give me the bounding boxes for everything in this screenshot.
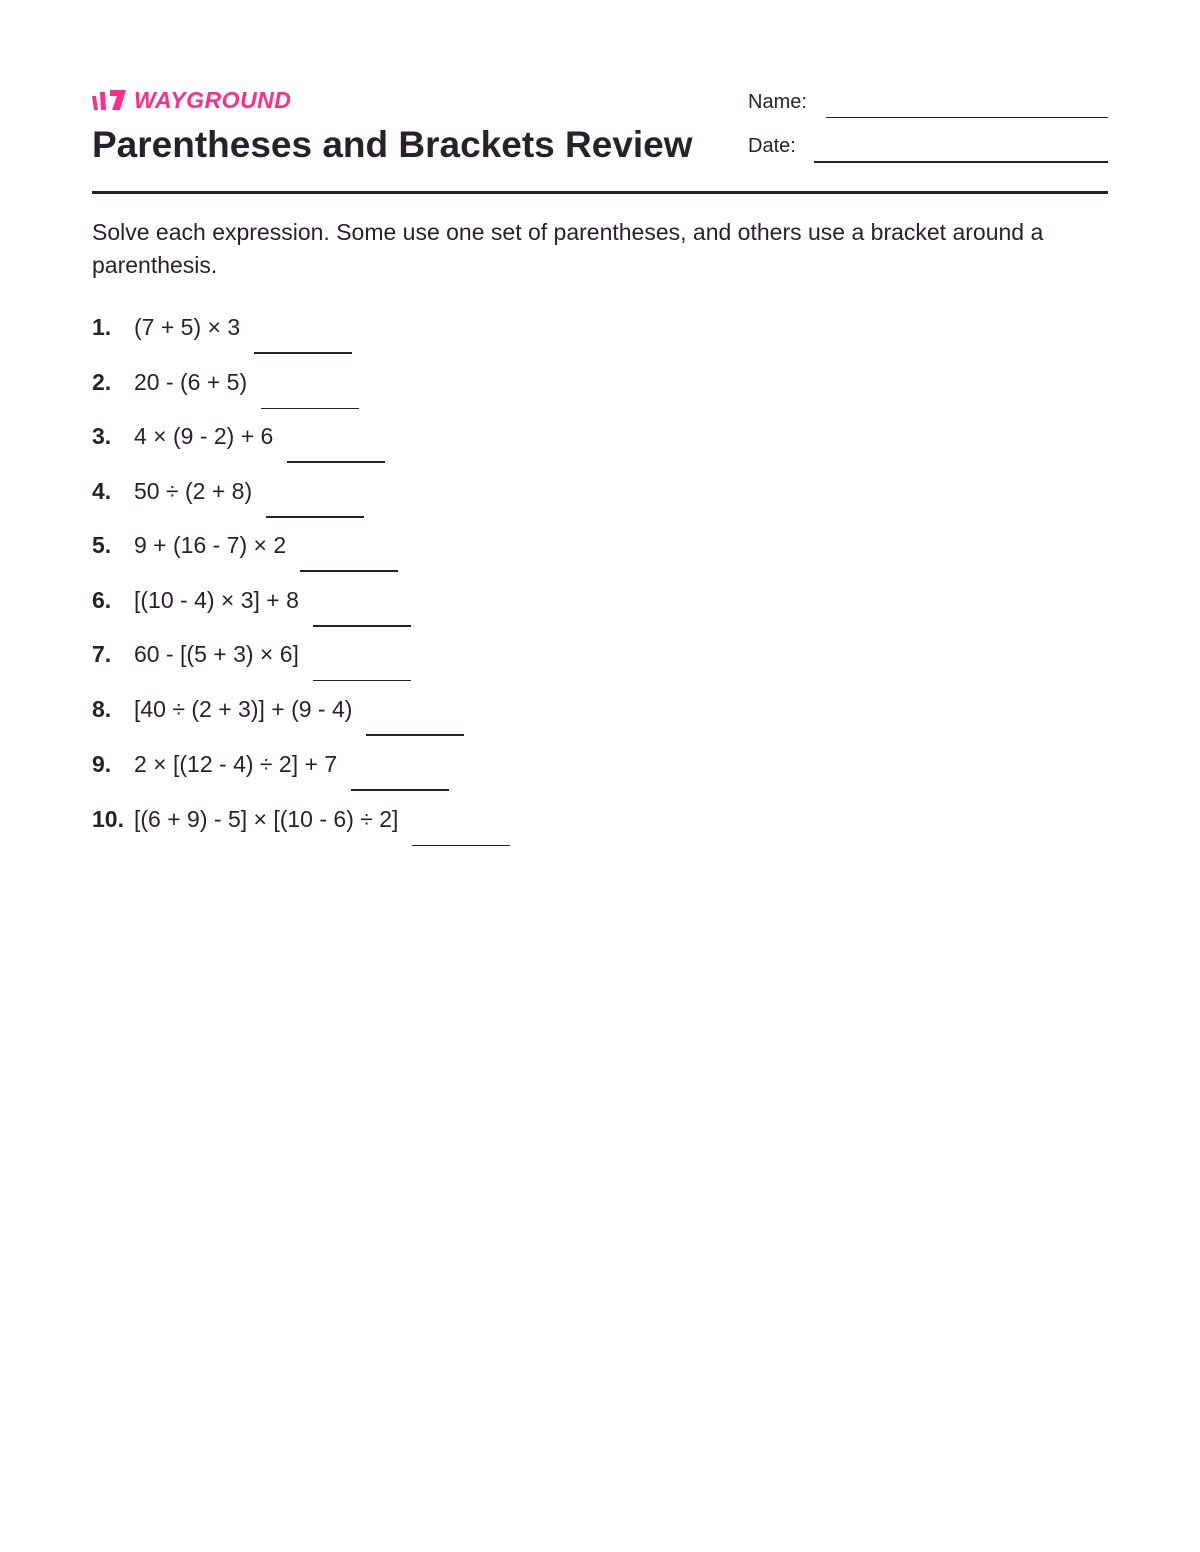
date-field[interactable] <box>748 134 796 158</box>
brand <box>92 86 291 114</box>
answer-blank[interactable] <box>313 624 411 627</box>
problem-expression: 60 - [(5 + 3) × 6] <box>134 641 299 667</box>
problem-number: 2. <box>92 369 112 395</box>
problem-number: 1. <box>92 314 112 340</box>
answer-blank[interactable] <box>266 515 364 518</box>
answer-blank[interactable] <box>412 844 510 846</box>
problem-item <box>92 476 364 506</box>
problem-number: 4. <box>92 478 112 504</box>
problem-item <box>92 530 398 560</box>
problem-number: 8. <box>92 696 112 722</box>
answer-blank[interactable] <box>300 569 398 572</box>
brand-name: WAYGROUND <box>134 87 292 113</box>
problem-number: 9. <box>92 751 112 777</box>
problem-expression: 50 ÷ (2 + 8) <box>134 478 253 504</box>
answer-blank[interactable] <box>313 679 411 681</box>
answer-blank[interactable] <box>254 351 352 354</box>
answer-blank[interactable] <box>366 733 464 736</box>
answer-blank[interactable] <box>351 788 449 791</box>
name-line[interactable] <box>826 116 1108 118</box>
problem-item <box>92 694 464 724</box>
problem-expression: 4 × (9 - 2) + 6 <box>134 423 274 449</box>
problem-expression: [40 ÷ (2 + 3)] + (9 - 4) <box>134 696 353 722</box>
wayground-logo-icon <box>92 88 126 112</box>
problem-number: 3. <box>92 423 112 449</box>
problem-expression: 9 + (16 - 7) × 2 <box>134 532 287 558</box>
problem-expression: 20 - (6 + 5) <box>134 369 248 395</box>
name-label: Name: <box>748 91 807 113</box>
page-title: Parentheses and Brackets Review <box>92 124 693 165</box>
instructions: Solve each expression. Some use one set of parentheses, and others use a bracket around a parenthesis. <box>92 219 1044 278</box>
problem-number: 6. <box>92 587 112 613</box>
problem-item <box>92 804 510 834</box>
problem-item <box>92 421 385 451</box>
problem-expression: 2 × [(12 - 4) ÷ 2] + 7 <box>134 751 338 777</box>
problem-item <box>92 639 411 669</box>
problem-item <box>92 749 449 779</box>
problem-item <box>92 367 359 397</box>
name-field[interactable] <box>748 90 807 114</box>
problem-expression: (7 + 5) × 3 <box>134 314 241 340</box>
header-divider <box>92 191 1108 194</box>
answer-blank[interactable] <box>287 460 385 463</box>
problem-expression: [(10 - 4) × 3] + 8 <box>134 587 299 613</box>
problem-item <box>92 312 352 342</box>
problem-expression: [(6 + 9) - 5] × [(10 - 6) ÷ 2] <box>134 806 399 832</box>
problem-item <box>92 585 411 615</box>
date-label: Date: <box>748 135 796 157</box>
problem-number: 5. <box>92 532 112 558</box>
answer-blank[interactable] <box>261 407 359 409</box>
date-line[interactable] <box>814 160 1108 163</box>
problem-number: 7. <box>92 641 112 667</box>
problem-number: 10. <box>92 806 124 832</box>
